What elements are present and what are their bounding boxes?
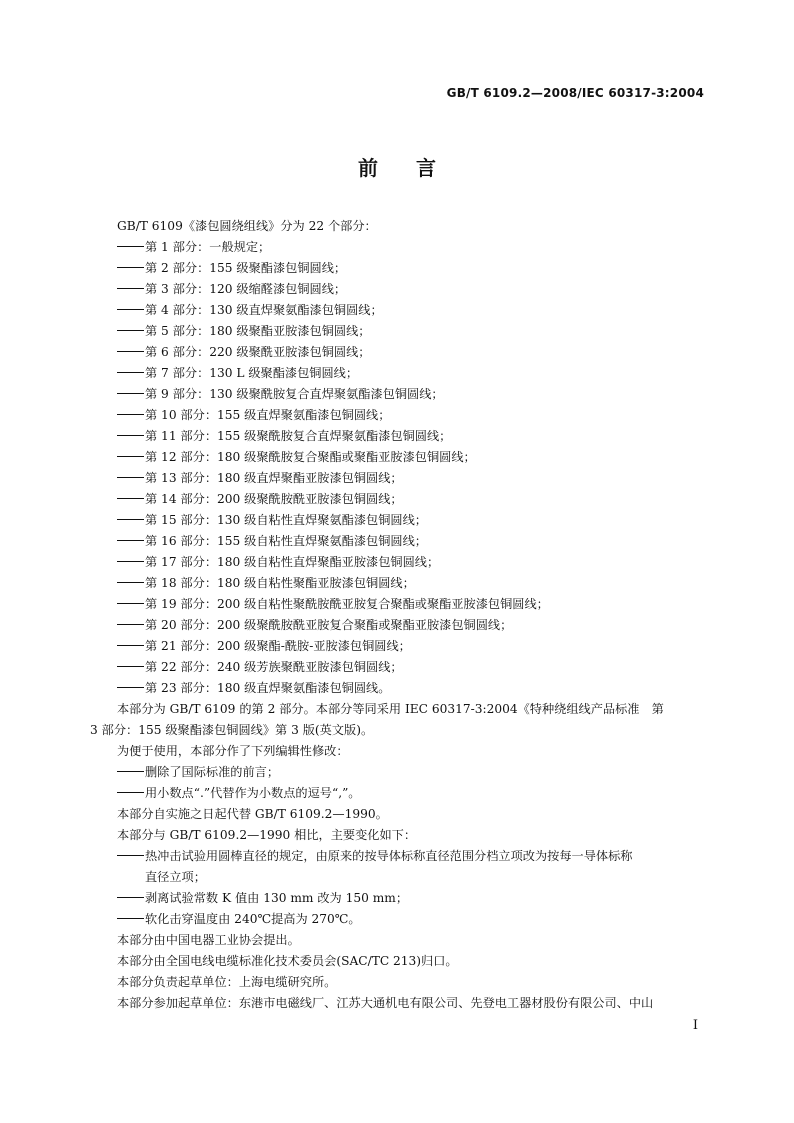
list-item-text: 第 20 部分：200 级聚酰胺酰亚胺复合聚酯或聚酯亚胺漆包铜圆线； xyxy=(145,618,513,632)
em-dash xyxy=(117,645,144,646)
list-item xyxy=(90,405,706,426)
list-item-text: 第 3 部分：120 级缩醛漆包铜圆线； xyxy=(145,282,347,296)
page-number: I xyxy=(692,1018,698,1033)
list-item xyxy=(90,762,706,783)
em-dash xyxy=(117,288,144,289)
list-item-text: 第 9 部分：130 级聚酰胺复合直焊聚氨酯漆包铜圆线； xyxy=(145,387,444,401)
em-dash xyxy=(117,603,144,604)
em-dash xyxy=(117,792,144,793)
list-item xyxy=(90,888,706,909)
list-item xyxy=(90,678,706,699)
list-item-text: 第 12 部分：180 级聚酰胺复合聚酯或聚酯亚胺漆包铜圆线； xyxy=(145,450,476,464)
list-item xyxy=(90,636,706,657)
em-dash xyxy=(117,624,144,625)
list-item xyxy=(90,615,706,636)
list-item-text: 第 23 部分：180 级直焊聚氨酯漆包铜圆线。 xyxy=(145,681,391,695)
list-item-text: 第 13 部分：180 级直焊聚酯亚胺漆包铜圆线； xyxy=(145,471,403,485)
em-dash xyxy=(117,267,144,268)
em-dash xyxy=(117,414,144,415)
list-item xyxy=(90,510,706,531)
drafter-paragraph: 本部分负责起草单位：上海电缆研究所。 xyxy=(117,975,337,989)
list-item xyxy=(90,342,706,363)
list-item-text: 第 15 部分：130 级自粘性直焊聚氨酯漆包铜圆线； xyxy=(145,513,427,527)
proposed-paragraph: 本部分由中国电器工业协会提出。 xyxy=(117,933,300,947)
list-item xyxy=(90,300,706,321)
replaces-paragraph: 本部分自实施之日起代替 GB/T 6109.2—1990。 xyxy=(117,807,388,821)
list-item-text: 第 18 部分：180 级自粘性聚酯亚胺漆包铜圆线； xyxy=(145,576,415,590)
em-dash xyxy=(117,582,144,583)
page-title: 前言 xyxy=(358,156,474,180)
list-item-text: 第 14 部分：200 级聚酰胺酰亚胺漆包铜圆线； xyxy=(145,492,403,506)
list-item xyxy=(90,447,706,468)
list-item xyxy=(90,237,706,258)
em-dash xyxy=(117,561,144,562)
em-dash xyxy=(117,540,144,541)
list-item xyxy=(90,531,706,552)
list-item-continuation: 直径立项； xyxy=(145,870,206,884)
em-dash xyxy=(117,351,144,352)
adoption-paragraph-line2: 3 部分：155 级聚酯漆包铜圆线》第 3 版(英文版)。 xyxy=(90,723,374,737)
list-item xyxy=(90,552,706,573)
list-item-text: 第 7 部分：130 L 级聚酯漆包铜圆线； xyxy=(145,366,359,380)
em-dash xyxy=(117,435,144,436)
list-item xyxy=(90,426,706,447)
em-dash xyxy=(117,771,144,772)
list-item-text: 第 17 部分：180 级自粘性直焊聚酯亚胺漆包铜圆线； xyxy=(145,555,440,569)
list-item xyxy=(90,909,706,930)
list-item-text: 剥离试验常数 K 值由 130 mm 改为 150 mm； xyxy=(145,891,409,905)
document-body xyxy=(90,216,706,1014)
list-item-text: 第 1 部分：一般规定； xyxy=(145,240,271,254)
list-item-text: 第 10 部分：155 级直焊聚氨酯漆包铜圆线； xyxy=(145,408,391,422)
em-dash xyxy=(117,393,144,394)
list-item xyxy=(90,657,706,678)
list-item-text: 删除了国际标准的前言； xyxy=(145,765,280,779)
list-item-text: 第 2 部分：155 级聚酯漆包铜圆线； xyxy=(145,261,347,275)
list-item xyxy=(90,573,706,594)
em-dash xyxy=(117,456,144,457)
list-item-text: 第 16 部分：155 级自粘性直焊聚氨酯漆包铜圆线； xyxy=(145,534,427,548)
list-item-text: 第 6 部分：220 级聚酰亚胺漆包铜圆线； xyxy=(145,345,371,359)
list-item xyxy=(90,594,706,615)
list-item xyxy=(90,783,706,804)
em-dash xyxy=(117,687,144,688)
editorial-intro: 为便于使用，本部分作了下列编辑性修改： xyxy=(117,744,349,758)
list-item xyxy=(90,279,706,300)
participants-paragraph: 本部分参加起草单位：东港市电磁线厂、江苏大通机电有限公司、先登电工器材股份有限公司、中山 xyxy=(117,996,654,1010)
list-item-text: 第 11 部分：155 级聚酰胺复合直焊聚氨酯漆包铜圆线； xyxy=(145,429,452,443)
list-item xyxy=(90,468,706,489)
list-item-text: 第 22 部分：240 级芳族聚酰亚胺漆包铜圆线； xyxy=(145,660,403,674)
list-item-text: 热冲击试验用圆棒直径的规定，由原来的按导体标称直径范围分档立项改为按每一导体标称 xyxy=(145,849,633,863)
list-item xyxy=(90,363,706,384)
parts-list xyxy=(90,237,706,699)
em-dash xyxy=(117,330,144,331)
adoption-paragraph-line1: 本部分为 GB/T 6109 的第 2 部分。本部分等同采用 IEC 60317-3:2004《特种绕组线产品标准 第 xyxy=(117,702,664,716)
list-item-text: 第 4 部分：130 级直焊聚氨酯漆包铜圆线； xyxy=(145,303,383,317)
centralized-paragraph: 本部分由全国电线电缆标准化技术委员会(SAC/TC 213)归口。 xyxy=(117,954,458,968)
em-dash xyxy=(117,372,144,373)
em-dash xyxy=(117,246,144,247)
em-dash xyxy=(117,855,144,856)
em-dash xyxy=(117,918,144,919)
list-item xyxy=(90,846,706,867)
list-item-text: 第 21 部分：200 级聚酯-酰胺-亚胺漆包铜圆线； xyxy=(145,639,411,653)
em-dash xyxy=(117,498,144,499)
em-dash xyxy=(117,519,144,520)
em-dash xyxy=(117,897,144,898)
list-item xyxy=(90,258,706,279)
em-dash xyxy=(117,309,144,310)
list-item xyxy=(90,384,706,405)
list-item-text: 第 19 部分：200 级自粘性聚酰胺酰亚胺复合聚酯或聚酯亚胺漆包铜圆线； xyxy=(145,597,549,611)
list-item-text: 用小数点“.”代替作为小数点的逗号“,”。 xyxy=(145,786,361,800)
intro-paragraph: GB/T 6109《漆包圆绕组线》分为 22 个部分： xyxy=(117,219,377,233)
list-item-text: 软化击穿温度由 240℃提高为 270℃。 xyxy=(145,912,361,926)
em-dash xyxy=(117,477,144,478)
list-item xyxy=(90,489,706,510)
list-item-text: 第 5 部分：180 级聚酯亚胺漆包铜圆线； xyxy=(145,324,371,338)
document-code: GB/T 6109.2—2008/IEC 60317-3:2004 xyxy=(446,86,704,100)
list-item xyxy=(90,321,706,342)
changes-intro: 本部分与 GB/T 6109.2—1990 相比，主要变化如下： xyxy=(117,828,417,842)
em-dash xyxy=(117,666,144,667)
